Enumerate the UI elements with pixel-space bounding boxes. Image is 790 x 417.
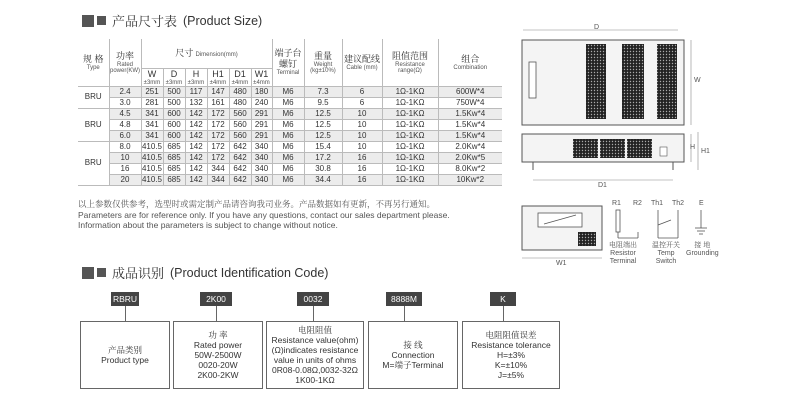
table-cell: 8.0 <box>109 141 141 152</box>
table-cell: 600 <box>163 130 185 141</box>
table-cell: 2.0Kw*4 <box>438 141 502 152</box>
table-cell: 560 <box>229 130 251 141</box>
table-cell: 6 <box>342 86 382 97</box>
table-cell: 642 <box>229 141 251 152</box>
description-line: 1K00-1KΩ <box>295 375 335 385</box>
table-cell: 560 <box>229 108 251 119</box>
table-cell: 147 <box>207 86 229 97</box>
table-cell: 20 <box>109 174 141 185</box>
table-cell: 172 <box>207 141 229 152</box>
description-line: (Ω)indicates resistance <box>271 345 359 355</box>
header-dim-h: H ±3mm <box>185 68 207 86</box>
table-row <box>78 108 502 119</box>
label-w: W <box>694 77 701 84</box>
table-cell: 1Ω-1KΩ <box>382 108 438 119</box>
side-vent <box>578 232 596 246</box>
code-description-box <box>462 321 560 389</box>
table-cell: 4.5 <box>109 108 141 119</box>
code-segment-box: 0032 <box>297 292 329 306</box>
table-cell: 1Ω-1KΩ <box>382 130 438 141</box>
table-cell: 3.0 <box>109 97 141 108</box>
table-cell: 10 <box>109 152 141 163</box>
table-cell: 1.5Kw*4 <box>438 119 502 130</box>
table-cell: M6 <box>272 86 304 97</box>
table-row <box>78 97 502 108</box>
table-cell: 1Ω-1KΩ <box>382 141 438 152</box>
table-cell: 16 <box>342 174 382 185</box>
type-cell: BRU <box>78 86 109 108</box>
table-cell: 340 <box>251 141 272 152</box>
vent-grille-2 <box>622 44 644 119</box>
table-cell: 500 <box>163 86 185 97</box>
section-title-identification-code: 成品识别 (Product Identification Code) <box>82 263 328 282</box>
dimension-diagram <box>518 20 788 270</box>
table-cell: 685 <box>163 152 185 163</box>
header-dim-d: D ±3mm <box>163 68 185 86</box>
vent-grille-1 <box>586 44 606 119</box>
table-cell: 340 <box>251 152 272 163</box>
table-cell: 281 <box>141 97 163 108</box>
table-cell: 9.5 <box>304 97 342 108</box>
square-bullet-icon <box>82 267 94 279</box>
table-cell: 251 <box>141 86 163 97</box>
table-cell: 142 <box>185 174 207 185</box>
description-line: Resistance tolerance <box>471 340 551 350</box>
table-cell: 1Ω-1KΩ <box>382 152 438 163</box>
table-cell: 341 <box>141 119 163 130</box>
table-cell: 344 <box>207 174 229 185</box>
header-dim-h1: H1 ±4mm <box>207 68 229 86</box>
table-row <box>78 86 502 97</box>
table-cell: M6 <box>272 97 304 108</box>
table-cell: 172 <box>207 152 229 163</box>
table-cell: 17.2 <box>304 152 342 163</box>
table-cell: 642 <box>229 163 251 174</box>
table-cell: 410.5 <box>141 163 163 173</box>
connector-line <box>313 306 314 321</box>
square-bullet-icon <box>82 15 94 27</box>
table-cell: 1Ω-1KΩ <box>382 97 438 108</box>
description-line: H=±3% <box>496 350 526 360</box>
table-cell: 642 <box>229 174 251 185</box>
type-cell: BRU <box>78 141 109 185</box>
header-type: 规 格 Type <box>78 39 109 86</box>
table-cell: 291 <box>251 130 272 141</box>
temp-switch-label: 温控开关 Temp Switch <box>652 242 680 265</box>
description-line: 2K00-2KW <box>197 370 239 380</box>
table-cell: 16 <box>342 152 382 163</box>
table-cell: 642 <box>229 152 251 163</box>
label-d1: D1 <box>598 182 607 189</box>
label-r2: R2 <box>633 200 642 207</box>
table-cell: M6 <box>272 130 304 141</box>
table-cell: 1Ω-1KΩ <box>382 119 438 130</box>
description-line: M=端子Terminal <box>382 360 444 370</box>
table-row <box>78 152 502 163</box>
table-cell: 6.0 <box>109 130 141 141</box>
table-cell: M6 <box>272 152 304 163</box>
table-cell: 1.5Kw*4 <box>438 130 502 141</box>
table-cell: 10Kw*2 <box>438 174 502 185</box>
table-cell: 560 <box>229 119 251 130</box>
description-line: 0R08-0.08Ω,0032-32Ω <box>272 365 358 375</box>
front-terminal <box>660 147 667 156</box>
table-cell: 291 <box>251 119 272 130</box>
table-cell: 600W*4 <box>438 86 502 97</box>
code-segment-box: 8888M <box>386 292 422 306</box>
table-cell: 8.0Kw*2 <box>438 163 502 174</box>
front-vent-1 <box>573 139 598 158</box>
header-weight: 重量 Weight (kg±10%) <box>304 39 342 86</box>
table-cell: 2.4 <box>109 86 141 97</box>
table-cell: 340 <box>251 163 272 174</box>
table-cell: 1Ω-1KΩ <box>382 86 438 97</box>
square-bullet-icon <box>97 268 106 277</box>
table-row <box>78 163 502 174</box>
table-cell: 34.4 <box>304 174 342 185</box>
table-cell: 600 <box>163 119 185 130</box>
table-cell: 291 <box>251 108 272 119</box>
label-th1: Th1 <box>651 200 664 207</box>
connector-line <box>216 306 217 321</box>
table-cell: 1Ω-1KΩ <box>382 163 438 174</box>
table-cell: 2.0Kw*5 <box>438 152 502 163</box>
label-th2: Th2 <box>672 200 685 207</box>
description-line: Resistance value(ohm) <box>271 335 359 345</box>
header-dim-d1: D1 ±4mm <box>229 68 251 86</box>
notes <box>78 199 450 231</box>
table-cell: 172 <box>207 130 229 141</box>
table-cell: 142 <box>185 152 207 163</box>
header-dimension: 尺寸 Dimension(mm) <box>141 39 272 68</box>
table-cell: 117 <box>185 86 207 97</box>
description-line: 电阻阻值 <box>297 325 332 335</box>
description-line: Connection <box>391 350 435 360</box>
table-cell: 480 <box>229 86 251 97</box>
code-description-box <box>266 321 364 389</box>
table-cell: 12.5 <box>304 130 342 141</box>
table-cell: 340 <box>251 174 272 185</box>
table-cell: 600 <box>163 108 185 119</box>
table-row <box>78 119 502 130</box>
header-power: 功率 Rated power(KW) <box>109 39 141 86</box>
description-line: value in units of ohms <box>273 355 357 365</box>
header-cable: 建议配线 Cable (mm) <box>342 39 382 86</box>
table-cell: 180 <box>251 86 272 97</box>
header-resistance: 阻值范围 Resistance range(Ω) <box>382 39 438 86</box>
table-cell: 344 <box>207 163 229 174</box>
label-r1: R1 <box>612 200 621 207</box>
table-cell: 410.5 <box>141 174 163 184</box>
type-cell: BRU <box>78 108 109 141</box>
description-line: 电阻阻值误差 <box>485 330 537 340</box>
code-segment-box: 2K00 <box>200 292 232 306</box>
table-cell: 10 <box>342 130 382 141</box>
table-cell: 750W*4 <box>438 97 502 108</box>
table-cell: 142 <box>185 130 207 141</box>
table-cell: 142 <box>185 141 207 152</box>
code-description-box <box>173 321 263 389</box>
description-line: K=±10% <box>494 360 528 370</box>
table-cell: 4.8 <box>109 119 141 130</box>
square-bullet-icon <box>97 16 106 25</box>
diagram-drawing <box>518 20 788 270</box>
note-line: 以上参数仅供参考，选型时或需定制产品请咨询我司业务。产品数据如有更新，不再另行通知。 <box>78 199 436 209</box>
code-segment-box: K <box>490 292 516 306</box>
table-cell: 410.5 <box>141 141 163 151</box>
front-vent-2 <box>600 139 625 158</box>
table-cell: 142 <box>185 108 207 119</box>
header-dim-w: W ±3mm <box>141 68 163 86</box>
table-cell: M6 <box>272 119 304 130</box>
table-cell: 16 <box>109 163 141 174</box>
label-h: H <box>690 144 696 151</box>
description-line: 50W-2500W <box>194 350 242 360</box>
note-line: Parameters are for reference only. If you have any questions, contact our sales department please. <box>78 209 450 220</box>
table-cell: 12.5 <box>304 119 342 130</box>
table-cell: 1.5Kw*4 <box>438 108 502 119</box>
vent-grille-3 <box>657 44 677 119</box>
table-cell: 10 <box>342 141 382 152</box>
table-cell: 6 <box>342 97 382 108</box>
code-description-box <box>368 321 458 389</box>
table-cell: 12.5 <box>304 108 342 119</box>
description-line: 接 线 <box>403 340 423 350</box>
header-dim-w1: W1 ±4mm <box>251 68 272 86</box>
note-line: Information about the parameters is subject to change without notice. <box>78 220 338 230</box>
connector-line <box>503 306 504 321</box>
table-cell: 132 <box>185 97 207 108</box>
description-line: Product type <box>101 355 149 365</box>
table-cell: 500 <box>163 97 185 108</box>
table-cell: 161 <box>207 97 229 108</box>
table-cell: 7.3 <box>304 86 342 97</box>
resistor-terminal-label: 电阻端出 Resistor Terminal <box>609 242 637 265</box>
code-description-box <box>80 321 170 389</box>
section-title-product-size: 产品尺寸表 (Product Size) <box>82 11 262 30</box>
table-cell: 16 <box>342 163 382 174</box>
table-cell: M6 <box>272 174 304 185</box>
table-cell: 685 <box>163 163 185 174</box>
label-d: D <box>594 24 600 31</box>
table-cell: 341 <box>141 130 163 141</box>
resistor-symbol <box>616 210 620 232</box>
description-line: 功 率 <box>208 330 228 340</box>
table-cell: 30.8 <box>304 163 342 174</box>
label-e: E <box>699 200 704 207</box>
header-combination: 组合 Combination <box>438 39 502 86</box>
grounding-label: 接 地 Grounding <box>686 242 719 257</box>
table-cell: 10 <box>342 119 382 130</box>
table-row <box>78 174 502 185</box>
table-cell: 410.5 <box>141 152 163 162</box>
label-h1: H1 <box>701 148 710 155</box>
table-cell: M6 <box>272 163 304 174</box>
table-cell: 240 <box>251 97 272 108</box>
table-row <box>78 141 502 152</box>
table-cell: 172 <box>207 108 229 119</box>
description-line: J=±5% <box>497 370 525 380</box>
table-cell: 142 <box>185 163 207 174</box>
description-line: 产品类别 <box>107 345 142 355</box>
table-row <box>78 130 502 141</box>
table-cell: 172 <box>207 119 229 130</box>
handle-slot <box>529 62 536 98</box>
front-vent-3 <box>627 139 652 158</box>
product-size-table <box>78 39 502 186</box>
label-w1: W1 <box>556 260 567 267</box>
description-line: Rated power <box>193 340 243 350</box>
table-cell: 1Ω-1KΩ <box>382 174 438 185</box>
table-cell: 480 <box>229 97 251 108</box>
table-cell: 685 <box>163 141 185 152</box>
header-terminal: 端子台螺钉 Terminal <box>272 39 304 86</box>
connector-line <box>404 306 405 321</box>
description-line: 0020-20W <box>198 360 238 370</box>
table-cell: 685 <box>163 174 185 185</box>
table-cell: 142 <box>185 119 207 130</box>
table-cell: 341 <box>141 108 163 119</box>
switch-blade <box>658 220 671 225</box>
connector-line <box>125 306 126 321</box>
table-cell: M6 <box>272 141 304 152</box>
code-segment-box: RBRU <box>112 294 138 304</box>
table-cell: 15.4 <box>304 141 342 152</box>
table-cell: 10 <box>342 108 382 119</box>
table-cell: M6 <box>272 108 304 119</box>
